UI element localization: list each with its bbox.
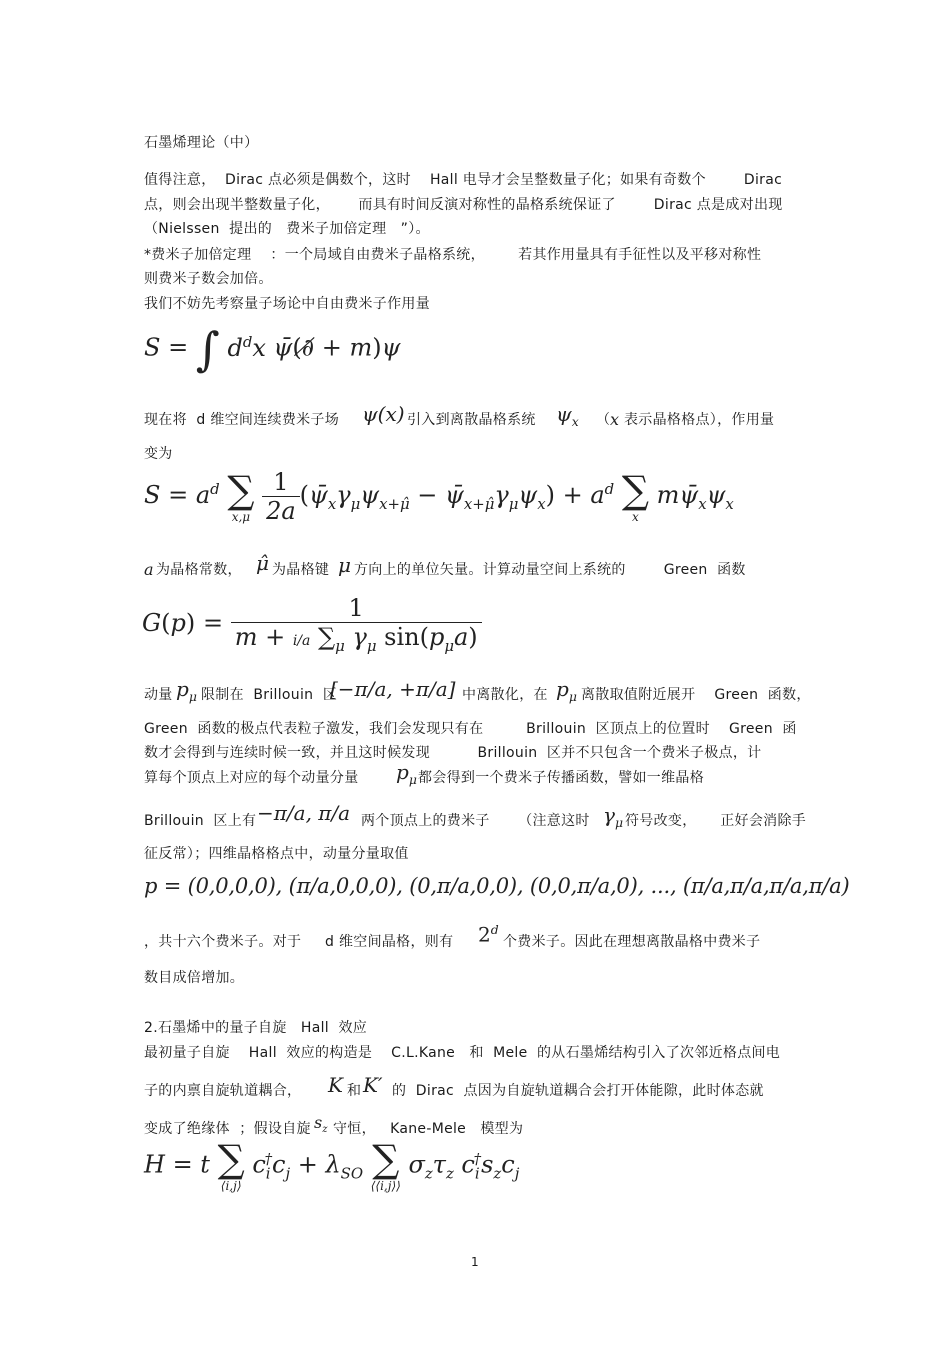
para3-b: 为晶格键 bbox=[272, 562, 330, 578]
para4-line6: 征反常）；四维晶格格点中，动量分量取值 bbox=[144, 846, 409, 862]
para1-line1: 值得注意， Dirac 点必须是偶数个，这时 Hall 电导才会呈整数量子化；如果有奇数个 Dirac bbox=[144, 172, 783, 188]
para2-b: 引入到离散晶格系统 bbox=[407, 412, 536, 428]
symbol-2-to-d: 2$^d$ bbox=[478, 922, 499, 947]
symbol-a: a bbox=[144, 560, 154, 579]
note-line2: 则费米子数会加倍。 bbox=[144, 271, 273, 287]
symbol-two-points: −π/a, π/a bbox=[257, 801, 351, 825]
para6-line1: 最初量子自旋 Hall 效应的构造是 C.L.Kane 和 Mele 的从石墨烯结构引入了次邻近格点间电 bbox=[144, 1045, 781, 1061]
para3-c: 方向上的单位矢量。计算动量空间上系统的 Green 函数 bbox=[354, 562, 746, 578]
symbol-mu: μ bbox=[338, 553, 351, 577]
symbol-brillouin-zone: [−π/a, +π/a] bbox=[330, 677, 456, 701]
symbol-K: K bbox=[328, 1073, 343, 1097]
para2-d: 表示晶格格点），作用量 bbox=[624, 412, 775, 428]
para6-line2b: 和 bbox=[347, 1083, 362, 1099]
para4-a: 动量 bbox=[144, 687, 173, 703]
para5-b: 个费米子。因此在理想离散晶格中费米子 bbox=[503, 934, 761, 950]
symbol-x: x bbox=[610, 410, 620, 429]
symbol-p-mu-3: $p_\mu$ bbox=[396, 760, 417, 787]
para6-line2c: 的 Dirac 点因为自旋轨道耦合会打开体能隙，此时体态就 bbox=[392, 1083, 764, 1099]
equation-lattice-action: $S = a^d$ ∑ x,μ $\frac{1}{2a}$ ($\psī_x\gamma_\mu\psi_{x+\mû}$ − $\psī_{x+\mû}\gamma_\mu\psi_x) + a^d$ ∑ x $m\psī_x\psi_x$ bbox=[144, 467, 734, 525]
page-title: 石墨烯理论（中） bbox=[144, 135, 259, 151]
para4-c: 中离散化，在 bbox=[462, 687, 548, 703]
equation-free-action: S = ∫ $d^dx$ ψ̄(∂̸ + m)ψ bbox=[144, 322, 401, 376]
para3-a: 为晶格常数， bbox=[156, 562, 242, 578]
para4-line2: Green 函数的极点代表粒子激发，我们会发现只有在 Brillouin 区顶点上的位置时 Green 函 bbox=[144, 721, 797, 737]
symbol-p-mu: $p_\mu$ bbox=[176, 677, 197, 704]
para4-b: 限制在 Brillouin 区 bbox=[201, 687, 338, 703]
symbol-s-z: $s_z$ bbox=[314, 1113, 328, 1136]
para2-c: （ bbox=[596, 412, 611, 428]
para1-line2: 点，则会出现半整数量子化， 而具有时间反演对称性的晶格系统保证了 Dirac 点是成对出现 bbox=[144, 197, 783, 213]
equation-momenta: p = (0,0,0,0), (π/a,0,0,0), (0,π/a,0,0), (0,0,π/a,0), ..., (π/a,π/a,π/a,π/a) bbox=[144, 874, 850, 898]
para4-line5a: Brillouin 区上有 bbox=[144, 813, 257, 829]
para2-line2: 变为 bbox=[144, 446, 173, 462]
equation-kane-mele: H = t ∑ ⟨i,j⟩ $c_i^\dagger c_j + \lambda_{SO}$ ∑ ⟨⟨i,j⟩⟩ $\sigma_z\tau_z$ $c_i^\dagger s_zc_j$ bbox=[144, 1137, 520, 1193]
para6-line3a: 变成了绝缘体 ；假设自旋 bbox=[144, 1121, 311, 1137]
para4-line4b: 都会得到一个费米子传播函数，譬如一维晶格 bbox=[418, 770, 704, 786]
para1-line3: （Nielssen 提出的 费米子加倍定理 ”）。 bbox=[144, 221, 430, 237]
para6-line3b: 守恒， Kane-Mele 模型为 bbox=[333, 1121, 524, 1137]
intro-free-action: 我们不妨先考察量子场论中自由费米子作用量 bbox=[144, 296, 430, 312]
para4-line5c: 符号改变， 正好会消除手 bbox=[625, 813, 807, 829]
para4-d: 离散取值附近展开 Green 函数， bbox=[581, 687, 811, 703]
para4-line5b: 两个顶点上的费米子 （注意这时 bbox=[361, 813, 590, 829]
symbol-psi-lattice: $\psi_x$ bbox=[556, 402, 579, 429]
para5-a: ，共十六个费米子。对于 d 维空间晶格，则有 bbox=[144, 934, 454, 950]
para4-line3: 数才会得到与连续时候一致，并且这时候发现 Brillouin 区并不只包含一个费米子极点，计 bbox=[144, 745, 762, 761]
symbol-p-mu-2: $p_\mu$ bbox=[556, 677, 577, 704]
symbol-psi-x-continuous: ψ(x) bbox=[362, 402, 405, 426]
symbol-gamma-mu: $\gamma_\mu$ bbox=[603, 803, 624, 830]
para4-line4a: 算每个顶点上对应的每个动量分量 bbox=[144, 770, 359, 786]
section2-heading: 2.石墨烯中的量子自旋 Hall 效应 bbox=[144, 1020, 368, 1036]
symbol-K-prime: K′ bbox=[363, 1073, 383, 1097]
para5-line2: 数目成倍增加。 bbox=[144, 970, 245, 986]
page-number: 1 bbox=[471, 1255, 479, 1269]
para6-line2a: 子的内禀自旋轨道耦合， bbox=[144, 1083, 302, 1099]
equation-green-function: G(p) = $\frac{1}{m + i/a \sum_\mu \gamma_\mu \sin(p_\mu a)}$ bbox=[142, 594, 482, 655]
note-line1: *费米子加倍定理 ：一个局域自由费米子晶格系统， 若其作用量具有手征性以及平移对称性 bbox=[144, 247, 762, 263]
para2-a: 现在将 d 维空间连续费米子场 bbox=[144, 412, 340, 428]
symbol-mu-hat: μ̂ bbox=[256, 551, 269, 575]
